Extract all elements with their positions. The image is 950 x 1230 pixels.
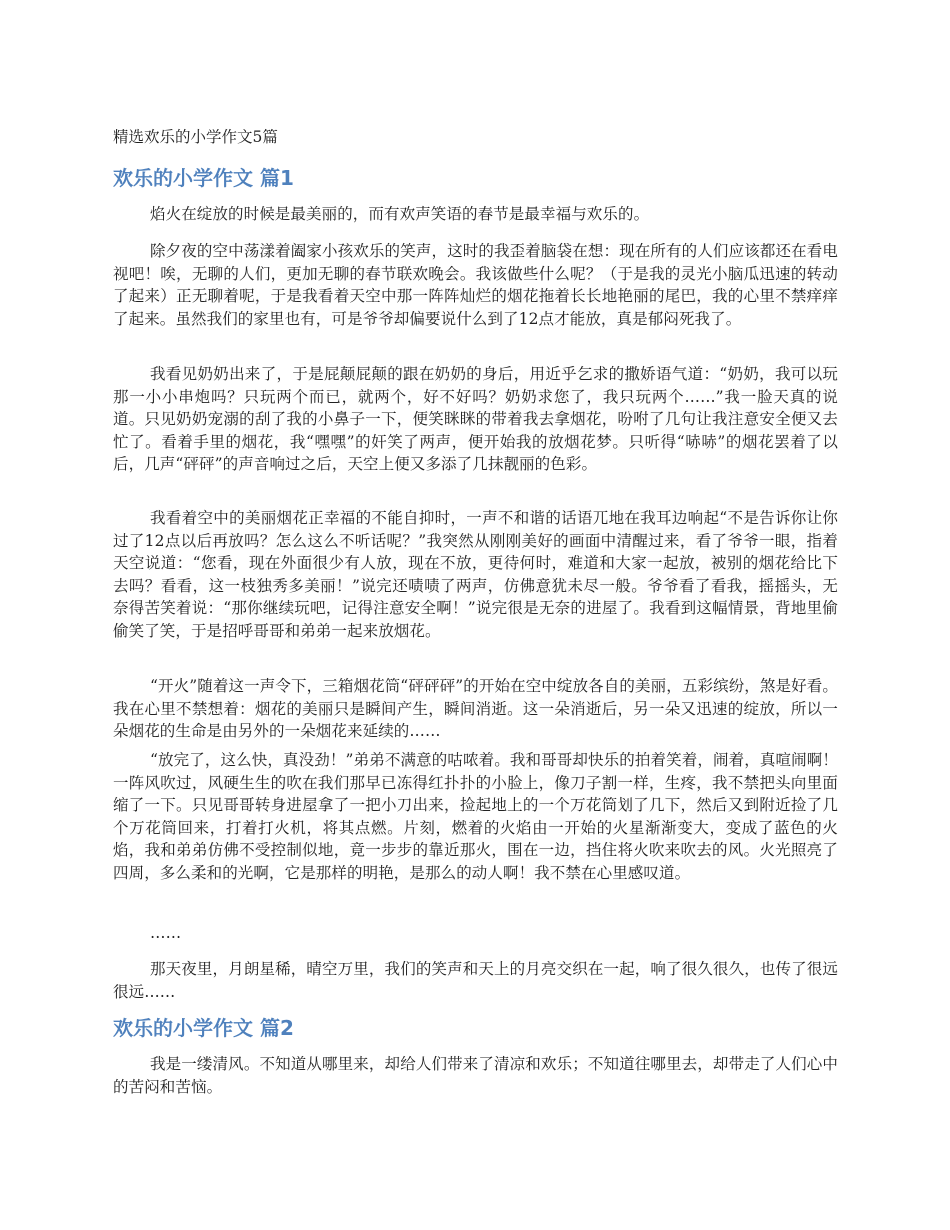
- paragraph: 我看见奶奶出来了，于是屁颠屁颠的跟在奶奶的身后，用近乎乞求的撒娇语气道：“奶奶，我可以玩那一小小串炮吗？只玩两个而已，就两个，好不好吗？奶奶求您了，我只玩两个……”我一脸天真的说道。只见奶奶宠溺的刮了我的小鼻子一下，便笑眯眯的带着我去拿烟花，吩咐了几句让我注意安全便又去忙了。看着手里的烟花，我“嘿嘿”的奸笑了两声，便开始我的放烟花梦。只听得“哧哧”的烟花罢着了以后，几声“砰砰”的声音响过之后，天空上便又多添了几抹靓丽的色彩。: [113, 365, 838, 473]
- section-heading-1: 欢乐的小学作文 篇1: [113, 166, 294, 190]
- paragraph: “放完了，这么快，真没劲！”弟弟不满意的咕哝着。我和哥哥却快乐的拍着笑着，闹着，真喧闹啊！一阵风吹过，风硬生生的吹在我们那早已冻得红扑扑的小脸上，像刀子割一样，生疼，我不禁把头向里面缩了一下。只见哥哥转身进屋拿了一把小刀出来，捡起地上的一个万花筒划了几下，然后又到附近捡了几个万花筒回来，打着打火机，将其点燃。片刻，燃着的火焰由一开始的火星渐渐变大，变成了蓝色的火焰，我和弟弟仿佛不受控制似地，竟一步步的靠近那火，围在一边，挡住将火吹来吹去的风。火光照亮了四周，多么柔和的光啊，它是那样的明艳，是那么的动人啊！我不禁在心里感叹道。: [113, 751, 838, 882]
- paragraph: 我是一缕清风。不知道从哪里来，却给人们带来了清凉和欢乐；不知道往哪里去，却带走了人们心中的苦闷和苦恼。: [113, 1055, 838, 1096]
- document-title: 精选欢乐的小学作文5篇: [113, 128, 278, 146]
- paragraph: 那天夜里，月朗星稀，晴空万里，我们的笑声和天上的月亮交织在一起，响了很久很久，也传了很远很远……: [113, 960, 838, 1001]
- section-heading-2: 欢乐的小学作文 篇2: [113, 1016, 294, 1040]
- paragraph: 我看着空中的美丽烟花正幸福的不能自抑时，一声不和谐的话语兀地在我耳边响起“不是告诉你让你过了12点以后再放吗？怎么这么不听话呢？”我突然从刚刚美好的画面中清醒过来，看了爷爷一眼，指着天空说道：“您看，现在外面很少有人放，现在不放，更待何时，难道和大家一起放，被别的烟花给比下去吗？看看，这一枝独秀多美丽！”说完还啧啧了两声，仿佛意犹未尽一般。爷爷看了看我，摇摇头，无奈得苦笑着说：“那你继续玩吧，记得注意安全啊！”说完很是无奈的进屋了。我看到这幅情景，背地里偷偷笑了笑，于是招呼哥哥和弟弟一起来放烟花。: [113, 509, 838, 640]
- paragraph: “开火”随着这一声令下，三箱烟花筒“砰砰砰”的开始在空中绽放各自的美丽，五彩缤纷，煞是好看。我在心里不禁想着：烟花的美丽只是瞬间产生，瞬间消逝。这一朵消逝后，另一朵又迅速的绽放，所以一朵烟花的生命是由另外的一朵烟花来延续的……: [113, 677, 838, 740]
- paragraph: 焰火在绽放的时候是最美丽的，而有欢声笑语的春节是最幸福与欢乐的。: [150, 205, 650, 223]
- paragraph: ……: [150, 924, 182, 942]
- paragraph: 除夕夜的空中荡漾着阖家小孩欢乐的笑声，这时的我歪着脑袋在想：现在所有的人们应该都还在看电视吧！唉，无聊的人们，更加无聊的春节联欢晚会。我该做些什么呢？（于是我的灵光小脑瓜迅速的转动了起来）正无聊着呢，于是我看着天空中那一阵阵灿烂的烟花拖着长长地艳丽的尾巴，我的心里不禁痒痒了起来。虽然我们的家里也有，可是爷爷却偏要说什么到了12点才能放，真是郁闷死我了。: [113, 242, 838, 328]
